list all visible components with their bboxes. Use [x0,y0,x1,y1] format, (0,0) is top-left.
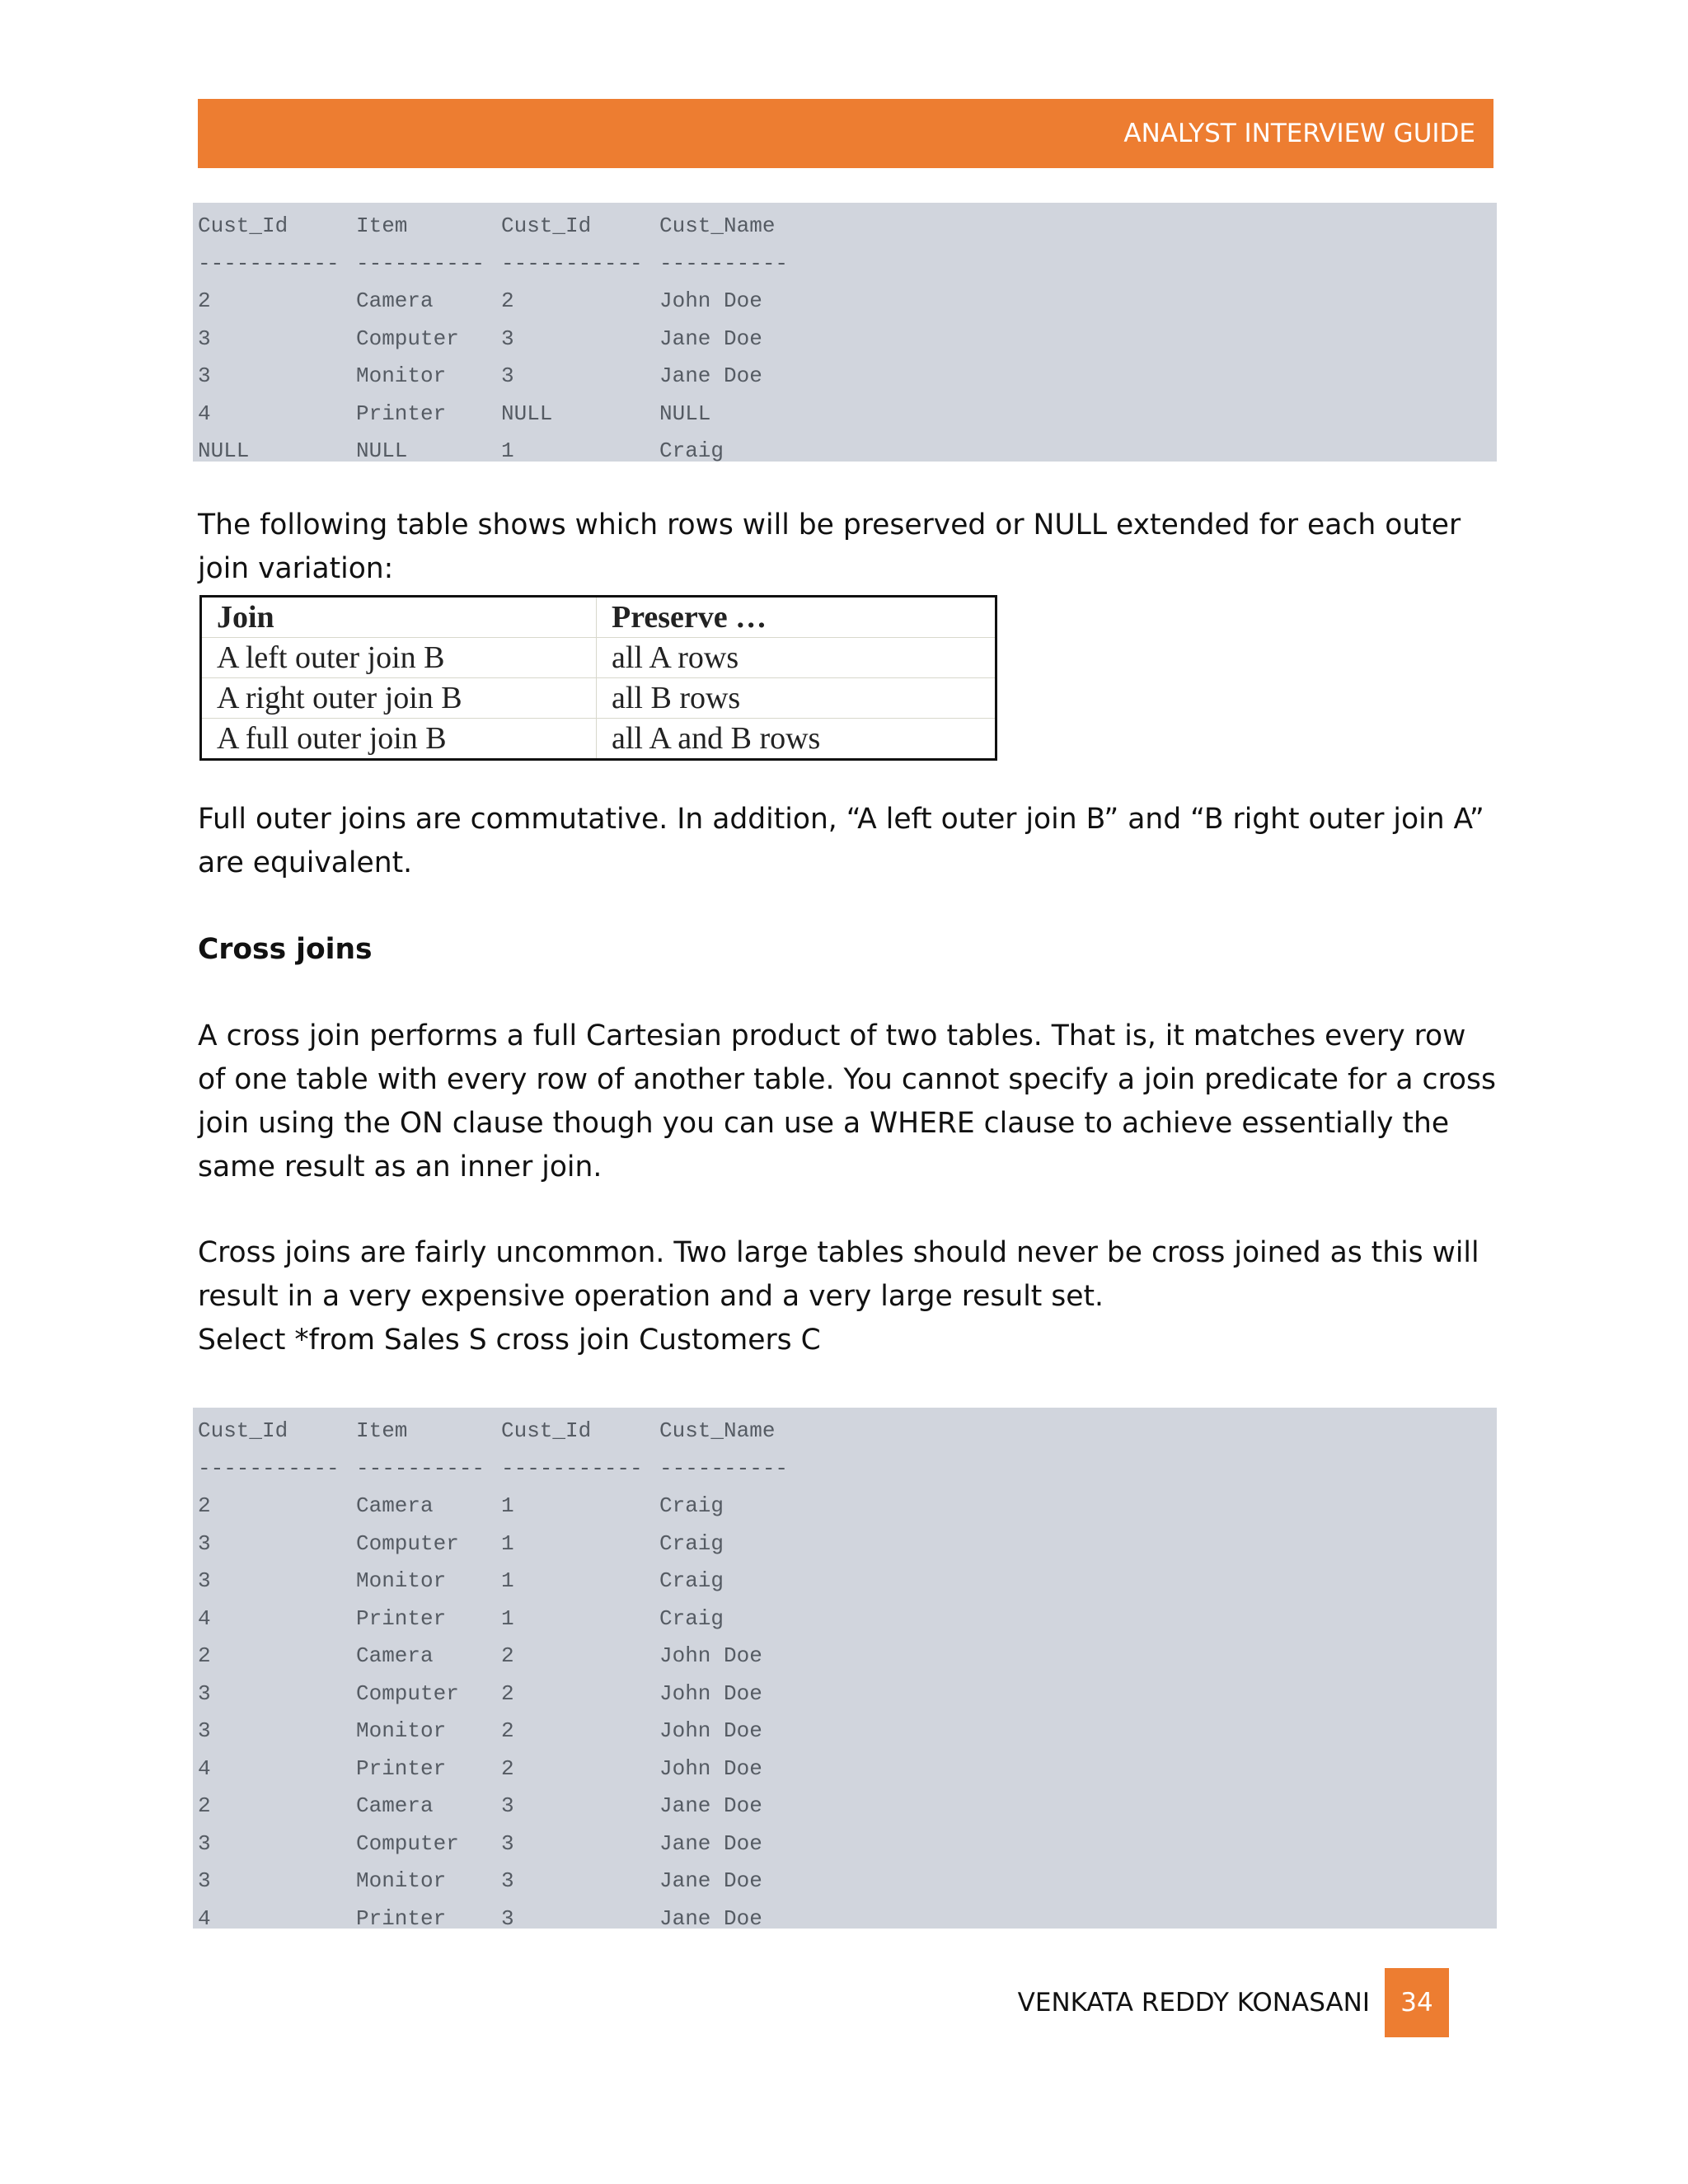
table-cell: Craig [659,1568,724,1593]
column-header: Cust_Id [501,1418,592,1443]
table-cell: 3 [501,1830,514,1856]
table-cell: Craig [659,1605,724,1631]
table-cell: 3 [198,1568,211,1593]
separator-dashes: ---------- [659,251,789,276]
paragraph-cross-join-definition: A cross join performs a full Cartesian product of two tables. That is, it matches every row of one table with every row of another table. You cannot specify a join predicate for a cross join using the ON clause though you can use a WHERE clause to achieve essentially the same result as an inner join. [198,1019,1496,1183]
table-cell: Craig [659,1530,724,1556]
table-cell: John Doe [659,1680,762,1706]
table-cell: Craig [659,1493,724,1518]
table-cell: 3 [501,1793,514,1818]
table-cell: 4 [198,1755,211,1781]
table-cell: John Doe [659,1643,762,1668]
table-row [198,1900,1497,1938]
table-cell: 3 [501,326,514,351]
table-cell: 4 [198,401,211,426]
table-cell: 2 [198,1793,211,1818]
table-cell: Printer [356,1905,447,1931]
table-cell: 3 [501,1905,514,1931]
table-row [198,321,1497,359]
table-row [198,1863,1497,1900]
table-cell: 2 [198,1643,211,1668]
table-row [198,433,1497,471]
table-cell: Craig [659,438,724,463]
table-row [201,678,996,719]
table-cell: 4 [198,1905,211,1931]
table-cell: Monitor [356,1718,447,1743]
table-header-row [198,1413,1497,1451]
join-cell: A full outer join B [201,719,597,760]
table-cell: 1 [501,1605,514,1631]
column-header: Item [356,1418,408,1443]
table-cell: 2 [198,1493,211,1518]
table-separator-row [198,1451,1497,1488]
header-title: ANALYST INTERVIEW GUIDE [1123,119,1475,148]
paragraph-commutative: Full outer joins are commutative. In addition, “A left outer join B” and “B right outer join A” are equivalent. [198,803,1484,879]
table-cell: 3 [198,363,211,388]
result-table-cross-join [193,1408,1497,1929]
table-row [198,396,1497,434]
join-cell: A right outer join B [201,678,597,719]
column-header: Cust_Name [659,213,776,238]
table-cell: Jane Doe [659,1793,762,1818]
table-cell: John Doe [659,1718,762,1743]
table-cell: Jane Doe [659,1905,762,1931]
table-cell: Camera [356,1493,434,1518]
table-row [198,1788,1497,1825]
column-header-join: Join [201,597,597,638]
table-cell: Monitor [356,1868,447,1893]
table-cell: Camera [356,1793,434,1818]
table-cell: Monitor [356,363,447,388]
table-cell: Monitor [356,1568,447,1593]
table-cell: 3 [198,1718,211,1743]
result-table-outer-join [193,203,1497,462]
table-row [198,1488,1497,1526]
table-cell: 3 [501,1868,514,1893]
table-row [198,283,1497,321]
separator-dashes: ---------- [356,1455,485,1481]
table-row [198,1713,1497,1750]
table-cell: 1 [501,438,514,463]
column-header: Item [356,213,408,238]
table-cell: 4 [198,1605,211,1631]
table-cell: 1 [501,1530,514,1556]
table-row [198,1526,1497,1563]
table-cell: 2 [198,288,211,313]
footer-author: VENKATA REDDY KONASANI [1017,1988,1370,2018]
table-cell: 3 [501,363,514,388]
column-header: Cust_Id [501,213,592,238]
table-header-row [198,208,1497,246]
join-cell: A left outer join B [201,638,597,678]
table-cell: 3 [198,1830,211,1856]
preserve-cell: all A rows [597,638,996,678]
table-cell: Computer [356,1830,459,1856]
table-row [198,1825,1497,1863]
table-cell: 2 [501,288,514,313]
table-cell: NULL [659,401,711,426]
table-cell: 2 [501,1643,514,1668]
table-cell: 1 [501,1568,514,1593]
table-cell: Jane Doe [659,1868,762,1893]
table-cell: Printer [356,1755,447,1781]
table-cell: 3 [198,1530,211,1556]
join-preserve-table [199,595,997,761]
table-cell: NULL [501,401,553,426]
table-cell: John Doe [659,1755,762,1781]
table-cell: Computer [356,326,459,351]
table-cell: John Doe [659,288,762,313]
table-row [198,1675,1497,1713]
column-header: Cust_Name [659,1418,776,1443]
table-cell: 2 [501,1680,514,1706]
table-cell: 3 [198,326,211,351]
table-cell: NULL [198,438,250,463]
separator-dashes: ----------- [198,1455,340,1481]
separator-dashes: ----------- [501,251,643,276]
table-cell: 2 [501,1718,514,1743]
table-header-row [201,597,996,638]
table-row [198,1563,1497,1601]
preserve-cell: all A and B rows [597,719,996,760]
table-cell: Jane Doe [659,363,762,388]
table-separator-row [198,246,1497,284]
table-row [198,1601,1497,1638]
page-number: 34 [1385,1968,1449,2037]
table-cell: Camera [356,1643,434,1668]
preserve-cell: all B rows [597,678,996,719]
table-cell: Printer [356,1605,447,1631]
table-cell: Camera [356,288,434,313]
separator-dashes: ----------- [198,251,340,276]
table-cell: Jane Doe [659,1830,762,1856]
table-cell: Computer [356,1680,459,1706]
paragraph-query: Select *from Sales S cross join Customers C [198,1324,821,1357]
table-row [198,1750,1497,1788]
table-row [201,719,996,760]
table-cell: 3 [198,1868,211,1893]
table-cell: Printer [356,401,447,426]
paragraph-cross-join-usage: Cross joins are fairly uncommon. Two large tables should never be cross joined as this will result in a very expensive operation and a very large result set. [198,1236,1479,1313]
column-header-preserve: Preserve … [597,597,996,638]
separator-dashes: ----------- [501,1455,643,1481]
separator-dashes: ---------- [659,1455,789,1481]
table-row [198,1638,1497,1675]
separator-dashes: ---------- [356,251,485,276]
table-cell: 1 [501,1493,514,1518]
table-cell: Jane Doe [659,326,762,351]
section-heading-cross-joins: Cross joins [198,933,373,966]
paragraph-preserve-intro: The following table shows which rows will be preserved or NULL extended for each outer join variation: [198,509,1461,585]
table-cell: Computer [356,1530,459,1556]
table-cell: 3 [198,1680,211,1706]
table-cell: NULL [356,438,408,463]
table-row [198,358,1497,396]
table-cell: 2 [501,1755,514,1781]
table-row [201,638,996,678]
column-header: Cust_Id [198,1418,288,1443]
column-header: Cust_Id [198,213,288,238]
page-footer [1018,1968,1449,2037]
page-header [198,99,1493,168]
